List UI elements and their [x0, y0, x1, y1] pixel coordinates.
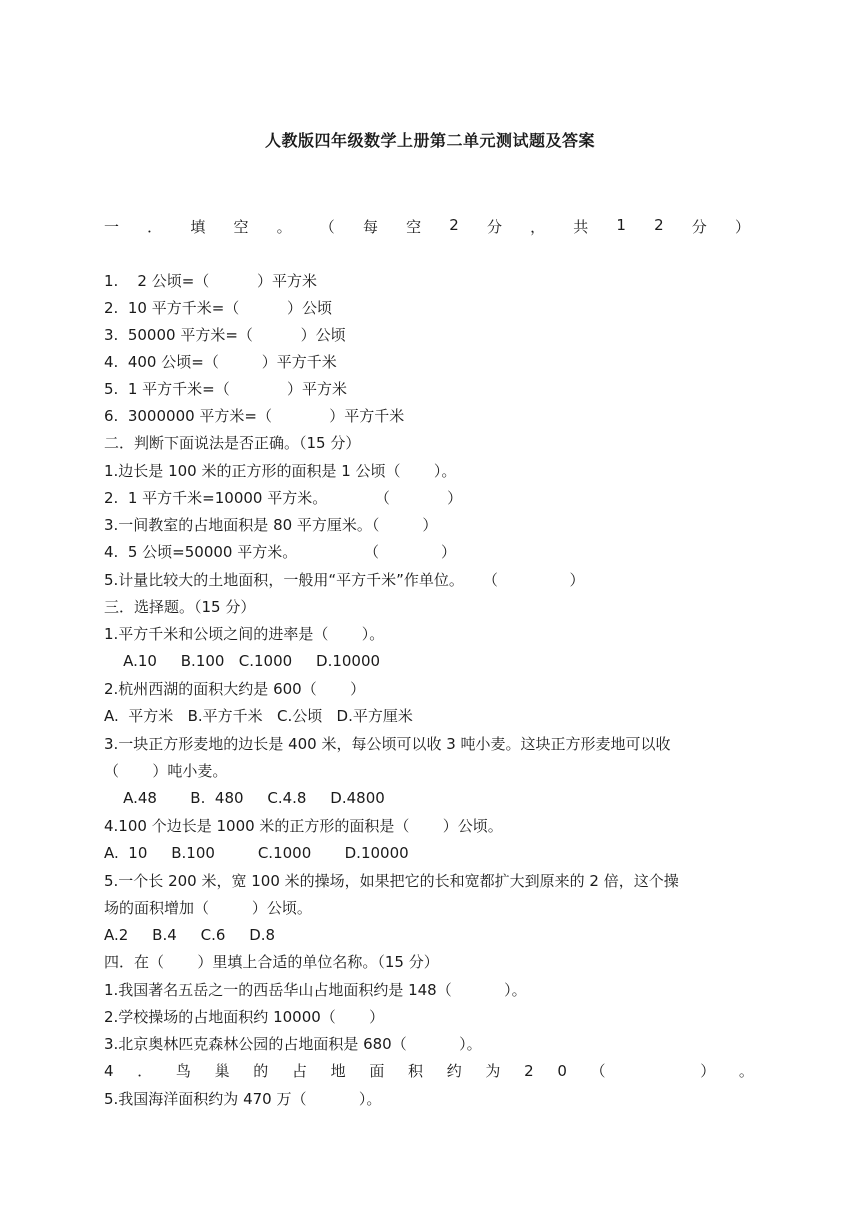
section1-item: 1. 2 公顷=（ ）平方米 — [104, 272, 317, 290]
section4-item4-char: 2 — [524, 1062, 534, 1080]
section1-heading-char: 空 — [233, 218, 249, 236]
section2-item: 1.边长是 100 米的正方形的面积是 1 公顷（ ）。 — [104, 462, 457, 480]
section1-item: 6. 3000000 平方米=（ ）平方千米 — [104, 407, 405, 425]
page-title: 人教版四年级数学上册第二单元测试题及答案 — [264, 131, 595, 150]
section4-item4-char: 。 — [738, 1062, 754, 1080]
section2-item: 2. 1 平方千米=10000 平方米。 （ ） — [104, 489, 463, 507]
section1-item: 3. 50000 平方米=（ ）公顷 — [104, 326, 346, 344]
section3-item: A.48 B. 480 C.4.8 D.4800 — [104, 789, 385, 807]
section4-item4-char: 占 — [291, 1062, 307, 1080]
section4-item: 1.我国著名五岳之一的西岳华山占地面积约是 148（ ）。 — [104, 981, 527, 999]
section4-item4-char: 地 — [330, 1062, 346, 1080]
section2-heading: 二．判断下面说法是否正确。（15 分） — [104, 434, 361, 452]
section2-item: 4. 5 公顷=50000 平方米。 （ ） — [104, 543, 456, 561]
section4-item4-char: ． — [137, 1062, 153, 1080]
section1-heading-char: 一 — [104, 218, 120, 236]
section1-heading — [104, 216, 750, 237]
section1-heading-char: 填 — [190, 218, 206, 236]
section4-item4-char: 鸟 — [175, 1062, 191, 1080]
section1-item: 5. 1 平方千米=（ ）平方米 — [104, 380, 347, 398]
section1-heading-char: 1 — [616, 216, 626, 234]
section3-item: A. 平方米 B.平方千米 C.公顷 D.平方厘米 — [104, 707, 413, 725]
section1-item: 2. 10 平方千米=（ ）公顷 — [104, 299, 332, 317]
section1-heading-char: ， — [530, 218, 546, 236]
section4-item4-char: 约 — [446, 1062, 462, 1080]
section4-item4-char: 0 — [557, 1062, 567, 1080]
section1-heading-char: 每 — [362, 218, 378, 236]
section4-item4-char: 4 — [104, 1062, 114, 1080]
section3-item: 2.杭州西湖的面积大约是 600（ ） — [104, 680, 366, 698]
section1-heading-char: 空 — [406, 218, 422, 236]
section2-item: 5.计量比较大的土地面积，一般用“平方千米”作单位。 （ ） — [104, 571, 585, 589]
section4-item: 5.我国海洋面积约为 470 万（ ）。 — [104, 1090, 382, 1108]
section3-heading: 三．选择题。（15 分） — [104, 598, 256, 616]
section4-item-4 — [104, 1061, 754, 1081]
section4-item4-char: 积 — [408, 1062, 424, 1080]
section1-heading-char: （ — [319, 218, 335, 236]
section3-item: （ ）吨小麦。 — [104, 762, 228, 780]
section4-item4-char: 巢 — [214, 1062, 230, 1080]
section1-item: 4. 400 公顷=（ ）平方千米 — [104, 353, 337, 371]
section1-heading-char: 2 — [654, 216, 664, 234]
section1-heading-char: 2 — [449, 216, 459, 234]
section4-item: 3.北京奥林匹克森林公园的占地面积是 680（ ）。 — [104, 1035, 482, 1053]
section3-item: A.2 B.4 C.6 D.8 — [104, 926, 276, 944]
section4-item4-char: ） — [700, 1062, 716, 1080]
section4-item4-char: （ — [590, 1062, 606, 1080]
section4-heading: 四．在（ ）里填上合适的单位名称。（15 分） — [104, 953, 439, 971]
section3-item: A. 10 B.100 C.1000 D.10000 — [104, 844, 409, 862]
section3-item: 场的面积增加（ ）公顷。 — [104, 899, 312, 917]
section1-heading-char: 分 — [486, 218, 502, 236]
section3-item: 4.100 个边长是 1000 米的正方形的面积是（ ）公顷。 — [104, 817, 503, 835]
section3-item: 1.平方千米和公顷之间的进率是（ ）。 — [104, 625, 385, 643]
section3-item: A.10 B.100 C.1000 D.10000 — [104, 652, 381, 670]
section3-item: 3.一块正方形麦地的边长是 400 米，每公顷可以收 3 吨小麦。这块正方形麦地可以收 — [104, 735, 671, 753]
section4-item4-char: 为 — [485, 1062, 501, 1080]
section1-heading-char: 分 — [691, 218, 707, 236]
section2-item: 3.一间教室的占地面积是 80 平方厘米。（ ） — [104, 516, 438, 534]
section1-heading-char: ． — [147, 218, 163, 236]
section1-heading-char: ） — [734, 218, 750, 236]
section4-item4-char: 的 — [253, 1062, 269, 1080]
section4-item: 2.学校操场的占地面积约 10000（ ） — [104, 1008, 385, 1026]
section3-item: 5.一个长 200 米，宽 100 米的操场，如果把它的长和宽都扩大到原来的 2 倍，这个操 — [104, 872, 679, 890]
section1-heading-char: 共 — [573, 218, 589, 236]
section4-item4-char: 面 — [369, 1062, 385, 1080]
section1-heading-char: 。 — [276, 218, 292, 236]
